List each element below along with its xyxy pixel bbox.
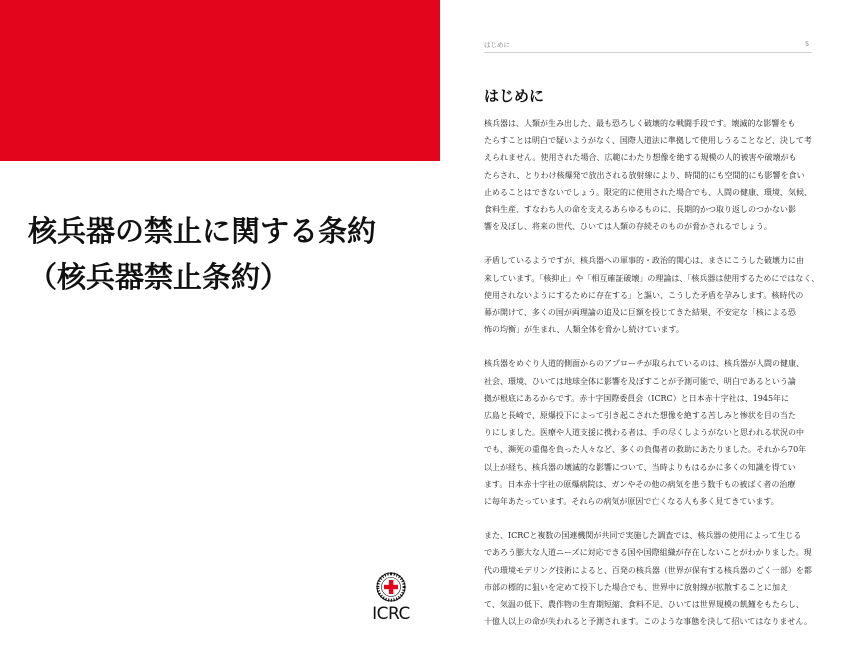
header-divider (484, 52, 812, 53)
paragraph (484, 115, 814, 235)
cover-title (28, 208, 433, 300)
text-line: でも、瀕死の重傷を負った人々など、多くの負傷者の救助にあたりました。それから70年 (484, 445, 807, 455)
paragraph (484, 527, 814, 630)
text-line: 核兵器をめぐり人道的側面からのアプローチが取られているのは、核兵器が人間の健康、 (484, 359, 804, 369)
text-line: えられません。使用された場合、広範にわたり想像を絶する規模の人的被害や破壊がも (484, 153, 797, 163)
text-line: 市部の標的に狙いを定めて投下した場合でも、世界中に放射線が拡散することに加え (484, 582, 788, 592)
text-line: 使用されないようにするために存在する」と謳い、こうした矛盾を孕みします。核時代の (484, 290, 804, 300)
cover-red-band (0, 0, 440, 161)
text-line: 核兵器は、人類が生み出した、最も恐ろしく破壊的な戦闘手段です。壊滅的な影響をも (484, 119, 796, 128)
text-line: たらされ、とりわけ核爆発で放出される放射線により、時間的にも空間的にも影響を食い (484, 170, 805, 180)
text-line: 社会、環境、ひいては地球全体に影響を及ぼすことが予測可能で、明白であるという論 (484, 376, 796, 386)
red-cross-emblem-icon (376, 572, 406, 602)
text-line: 拠が根底にあるからです。赤十字国際委員会（ICRC）と日本赤十字社は、1945年に (484, 393, 790, 403)
text-line: たらすことは明白で疑いようがなく、国際人道法に準拠して使用しうることなど、決して考 (484, 136, 812, 146)
paragraph (484, 355, 814, 510)
icrc-logo (366, 572, 416, 632)
body-text (484, 115, 820, 647)
text-line: 来しています。「核抑止」や「相互確証破壊」の理論は、「核兵器は使用するためにではなく、 (484, 273, 820, 283)
text-line: 広島と長崎で、原爆投下によって引き起こされた想像を絶する苦しみと惨状を目の当た (484, 411, 796, 421)
section-heading: はじめに (484, 87, 545, 105)
text-line: て、気温の低下、農作物の生育期短縮、食料不足、ひいては世界規模の飢饉をもたらし、 (484, 600, 804, 610)
text-line: 怖の均衡」が生まれ、人類全体を脅かし続けています。 (484, 325, 684, 335)
text-line: 止めることはできないでしょう。限定的に使用された場合でも、人間の健康、環境、気候、 (484, 187, 812, 197)
text-line: 幕が開けて、多くの国が両理論の追及に巨額を投じてきた結果、不安定な「核による恐 (484, 308, 796, 318)
running-head: はじめに (484, 41, 510, 49)
text-line: 以上が経ち、核兵器の壊滅的な影響について、当時よりもはるかに多くの知識を得てい (484, 462, 796, 472)
text-line: りにしました。医療や人道支援に携わる者は、手の尽くしようがないと思われる状況の中 (484, 428, 804, 438)
text-line: 矛盾しているようですが、核兵器への軍事的・政治的関心は、まさにこうした破壊力に由 (484, 256, 804, 266)
text-line: に毎年あたっています。それらの病気が原因で亡くなる人も多く見てきています。 (484, 497, 779, 507)
page-number: 5 (805, 40, 810, 48)
text-line: 食料生産、すなわち人の命を支えるあらゆるものに、長期的かつ取り返しのつかない影 (484, 205, 796, 215)
cover-title-line: （核兵器禁止条約） (28, 260, 290, 294)
text-line: ます。日本赤十字社の原爆病院は、ガンやその他の病気を患う数千もの被ばく者の治療 (484, 479, 796, 489)
paragraph (484, 252, 820, 338)
text-line: 代の環境モデリング技術によると、百発の核兵器（世界が保有する核兵器のごく一部）を都 (484, 565, 812, 575)
text-line: また、ICRCと複数の国連機関が共同で実施した調査では、核兵器の使用によって生じる (484, 531, 802, 541)
cover-title-line: 核兵器の禁止に関する条約 (28, 214, 377, 248)
logo-wordmark: ICRC (372, 604, 410, 624)
text-line: であろう膨大な人道ニーズに対応できる国や国際組織が存在しないことがわかりました。現 (484, 548, 812, 558)
text-line: 十億人以上の命が失われると予測されます。このような事態を決して招いてはなりません。 (484, 617, 812, 627)
text-line: 響を及ぼし、将来の世代、ひいては人類の存続そのものが脅かされるでしょう。 (484, 222, 772, 232)
